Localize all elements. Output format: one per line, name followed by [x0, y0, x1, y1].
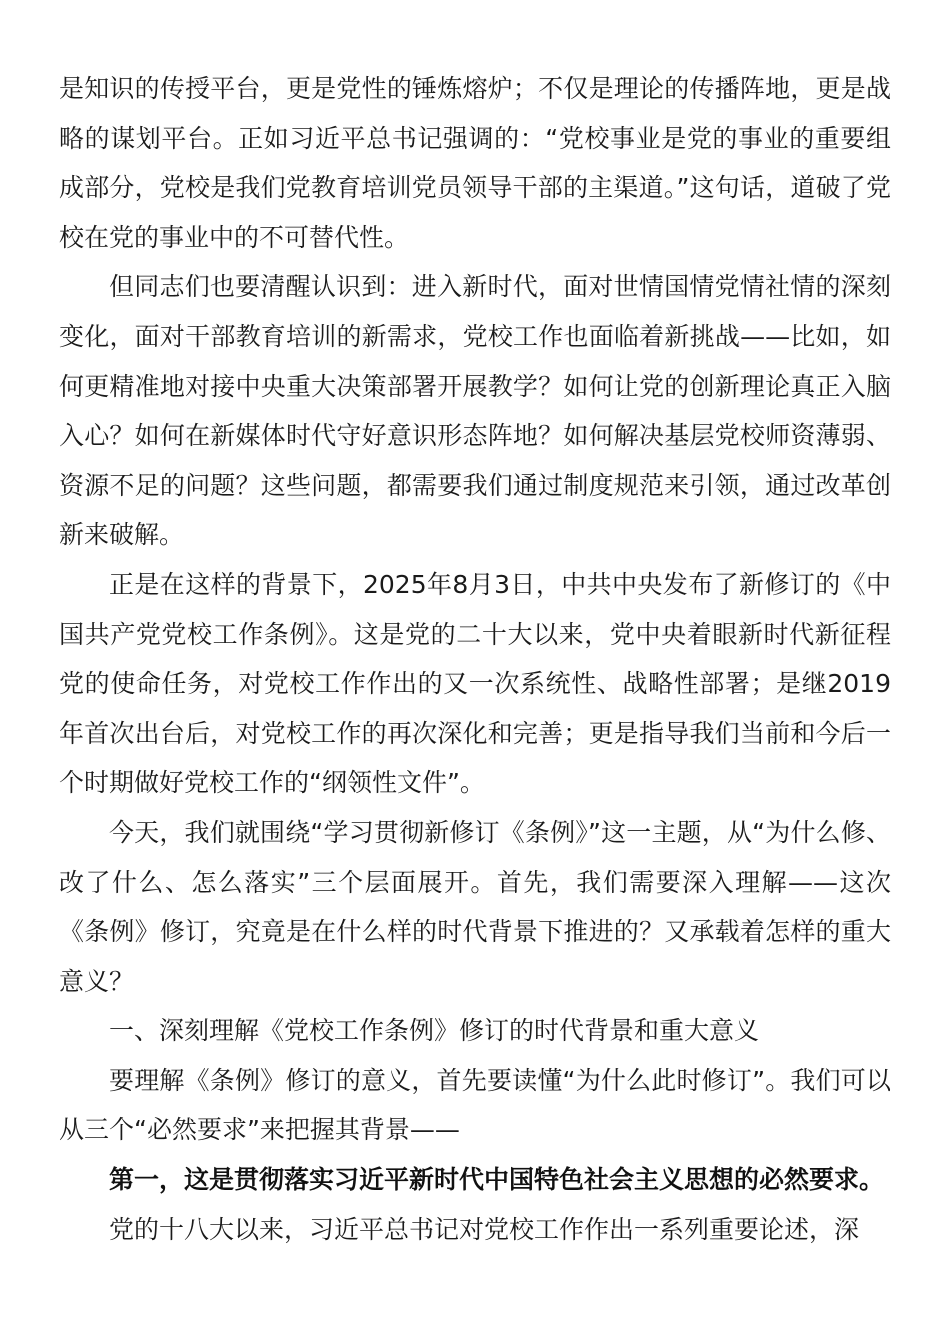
paragraph-why-now: 要理解《条例》修订的意义，首先要读懂“为什么此时修订”。我们可以从三个“必然要求”来把握其背景—— — [59, 1065, 891, 1145]
paragraph-since-18th-congress: 党的十八大以来，习近平总书记对党校工作作出一系列重要论述，深 — [109, 1214, 860, 1244]
paragraph-party-school-role: 是知识的传授平台，更是党性的锤炼熔炉；不仅是理论的传播阵地，更是战略的谋划平台。正如习近平总书记强调的：“党校事业是党的事业的重要组成部分，党校是我们党教育培训党员领导干部的主渠道。”这句话，道破了党校在党的事业中的不可替代性。 — [59, 74, 891, 252]
paragraph-todays-topic: 今天，我们就围绕“学习贯彻新修订《条例》”这一主题，从“为什么修、改了什么、怎么落实”三个层面展开。首先，我们需要深入理解——这次《条例》修订，究竟是在什么样的时代背景下推进的？又承载着怎样的重大意义？ — [59, 817, 891, 996]
subheading-first-requirement: 第一，这是贯彻落实习近平新时代中国特色社会主义思想的必然要求。 — [109, 1165, 885, 1195]
paragraph-new-challenges: 但同志们也要清醒认识到：进入新时代，面对世情国情党情社情的深刻变化，面对干部教育培训的新需求，党校工作也面临着新挑战——比如，如何更精准地对接中央重大决策部署开展教学？如何让党的创新理论真正入脑入心？如何在新媒体时代守好意识形态阵地？如何解决基层党校师资薄弱、资源不足的问题？这些问题，都需要我们通过制度规范来引领，通过改革创新来破解。 — [59, 272, 891, 550]
paragraph-regulation-release: 正是在这样的背景下，2025年8月3日，中共中央发布了新修订的《中国共产党党校工作条例》。这是党的二十大以来，党中央着眼新时代新征程党的使命任务，对党校工作作出的又一次系统性、战略性部署；是继2019年首次出台后，对党校工作的再次深化和完善；更是指导我们当前和今后一个时期做好党校工作的“纲领性文件”。 — [59, 569, 891, 798]
document-page — [59, 64, 891, 1254]
section-heading-1: 一、深刻理解《党校工作条例》修订的时代背景和重大意义 — [109, 1016, 760, 1046]
